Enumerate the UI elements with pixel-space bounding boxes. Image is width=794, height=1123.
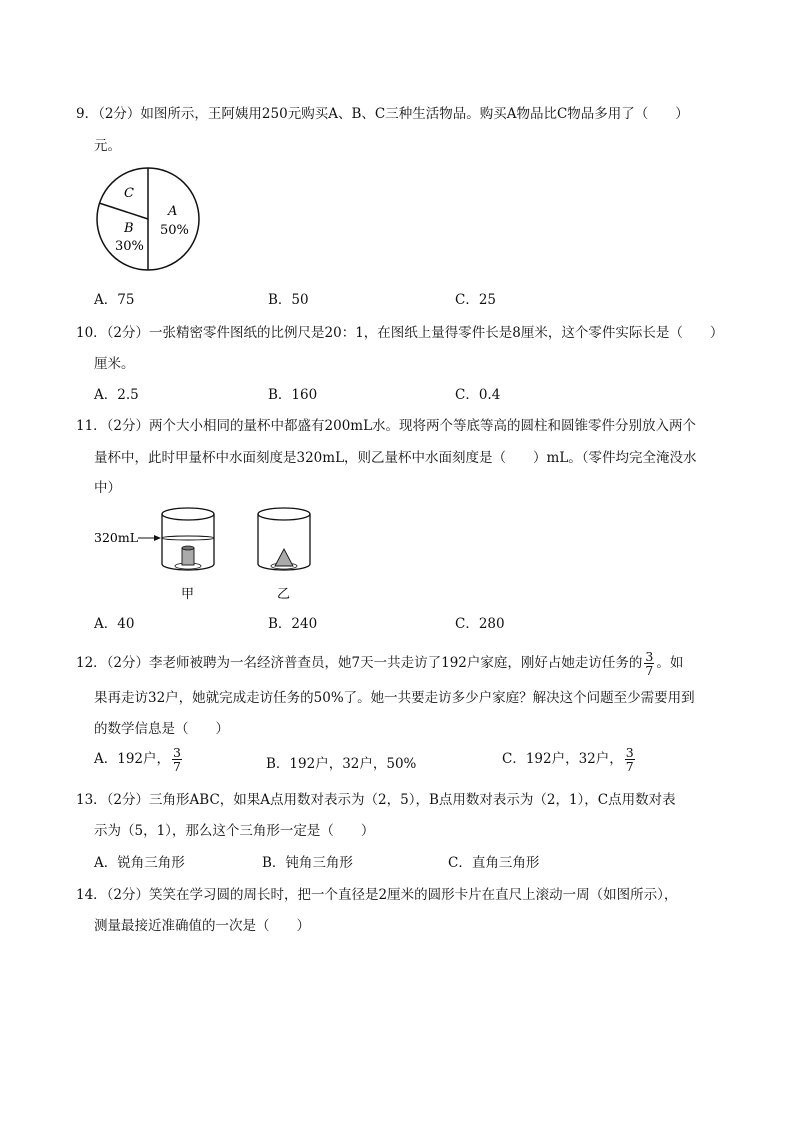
option-c[interactable]: C．直角三角形: [448, 855, 540, 871]
question-text: 量杯中，此时甲量杯中水面刻度是320mL，则乙量杯中水面刻度是（ ）mL。（零件均完全淹没水: [94, 450, 697, 466]
option-a[interactable]: A．锐角三角形: [94, 855, 185, 871]
cup-label-jia: 甲: [181, 587, 195, 602]
pie-label-c: C: [124, 186, 134, 201]
option-c[interactable]: C．192户，32户， $\frac{3}{7}$: [502, 745, 634, 774]
option-b[interactable]: B．50: [268, 292, 309, 308]
option-b[interactable]: B．钝角三角形: [262, 855, 353, 871]
cup-yi: [258, 508, 310, 570]
question-text: 测量最接近准确值的一次是（ ）: [94, 918, 310, 934]
question-text: 11．（2分）两个大小相同的量杯中都盛有200mL水。现将两个等底等高的圆柱和圆锥零件分别放入两个: [76, 418, 697, 434]
option-b[interactable]: B．160: [268, 387, 318, 403]
option-b[interactable]: B．192户，32户，50%: [266, 756, 417, 772]
question-text: 9．（2分）如图所示，王阿姨用250元购买A、B、C三种生活物品。购买A物品比C物品多用了（ ）: [76, 106, 689, 122]
fraction-3-7: $\frac{3}{7}$: [645, 649, 654, 678]
option-a[interactable]: A．40: [94, 616, 135, 632]
pie-chart-figure: [94, 166, 202, 272]
pie-label-b: B: [124, 221, 134, 236]
cup-jia: [162, 508, 214, 570]
pie-label-a-percent: 50%: [160, 223, 189, 238]
measure-label: 320mL: [94, 530, 139, 545]
option-c[interactable]: C．25: [455, 292, 497, 308]
question-text: 14．（2分）笑笑在学习圆的周长时，把一个直径是2厘米的圆形卡片在直尺上滚动一周（如图所示），: [76, 887, 678, 903]
option-c[interactable]: C．0.4: [455, 387, 501, 403]
question-text: 12．（2分）李老师被聘为一名经济普查员，她7天一共走访了192户家庭，刚好占她走访任务的 $\frac{3}{7}$ 。如: [76, 649, 684, 678]
cup-label-yi: 乙: [277, 587, 291, 602]
question-text: 的数学信息是（ ）: [94, 721, 229, 737]
option-a[interactable]: A．192户， $\frac{3}{7}$: [94, 745, 181, 774]
question-text: 元。: [94, 138, 121, 154]
question-text: 示为（5，1），那么这个三角形一定是（ ）: [94, 823, 375, 839]
pie-label-b-percent: 30%: [115, 239, 144, 254]
fraction-3-7: $\frac{3}{7}$: [173, 745, 181, 774]
question-text: 果再走访32户，她就完成走访任务的50%了。她一共要走访多少户家庭？解决这个问题至少需要用到: [94, 690, 695, 706]
question-text: 10．（2分）一张精密零件图纸的比例尺是20：1，在图纸上量得零件长是8厘米，这个零件实际长是（ ）: [76, 325, 724, 341]
question-text: 中）: [94, 480, 121, 496]
option-a[interactable]: A．2.5: [94, 387, 139, 403]
question-text: 13．（2分）三角形ABC，如果A点用数对表示为（2，5），B点用数对表示为（2，1），C点用数对表: [76, 792, 676, 808]
option-b[interactable]: B．240: [268, 616, 318, 632]
fraction-3-7: $\frac{3}{7}$: [625, 745, 634, 774]
measuring-cups-figure: [94, 502, 324, 602]
pie-label-a: A: [168, 204, 178, 219]
question-text: 厘米。: [94, 356, 135, 372]
option-a[interactable]: A．75: [94, 292, 135, 308]
option-c[interactable]: C．280: [455, 616, 505, 632]
